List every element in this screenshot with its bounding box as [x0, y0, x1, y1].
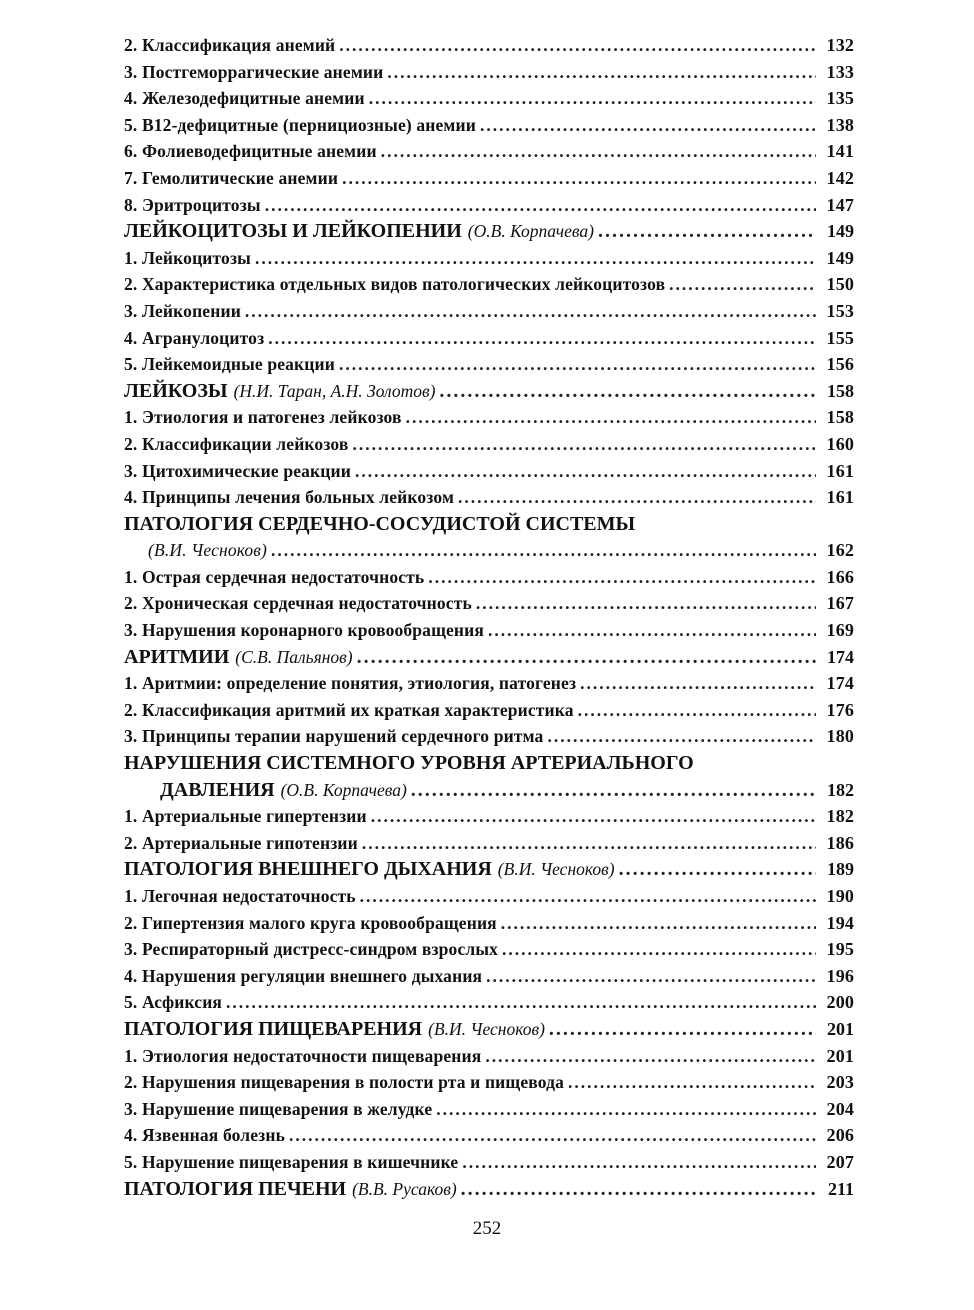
toc-entry: [124, 351, 854, 378]
toc-entry-title: 2. Артериальные гипотензии: [124, 832, 358, 853]
toc-entry-page: 176: [826, 699, 854, 720]
dot-leader: [547, 723, 816, 750]
toc-entry: [124, 963, 854, 990]
toc-entry-title: 1. Этиология недостаточности пищеварения: [124, 1045, 482, 1066]
toc-section-entry: [124, 644, 854, 671]
dot-leader: [462, 1149, 816, 1176]
toc-entry: [124, 458, 854, 485]
toc-entry: [124, 590, 854, 617]
toc-entry-page: 180: [826, 726, 854, 747]
toc-entry-page: 201: [826, 1045, 854, 1066]
toc-entry: [124, 723, 854, 750]
dot-leader: [439, 378, 816, 405]
dot-leader: [406, 404, 816, 431]
toc-entry-title: ПАТОЛОГИЯ ПИЩЕВАРЕНИЯ: [124, 1017, 423, 1040]
toc-entry-title: 3. Респираторный дистресс-синдром взрослых: [124, 939, 499, 960]
toc-section-entry: [124, 218, 854, 245]
toc-entry-title: 2. Гипертензия малого круга кровообращения: [124, 912, 497, 933]
toc-entry-author: (О.В. Корпачева): [467, 221, 594, 242]
toc-entry-page: 204: [826, 1098, 854, 1119]
dot-leader: [255, 245, 816, 272]
toc-entry-title: 4. Нарушения регуляции внешнего дыхания: [124, 965, 483, 986]
toc-entry-title: 3. Лейкопении: [124, 300, 241, 321]
page-number: 252: [472, 1218, 502, 1239]
toc-entry-title: 2. Нарушения пищеварения в полости рта и пищевода: [124, 1072, 565, 1093]
toc-entry: [124, 883, 854, 910]
toc-entry: [124, 803, 854, 830]
dot-leader: [598, 218, 816, 245]
table-of-contents: [124, 32, 854, 1202]
toc-entry-page: 161: [826, 460, 854, 481]
toc-entry: [124, 1149, 854, 1176]
dot-leader: [480, 112, 816, 139]
toc-entry-page: 138: [826, 114, 854, 135]
toc-entry: [124, 1122, 854, 1149]
toc-entry: [124, 298, 854, 325]
toc-entry-page: 186: [826, 832, 854, 853]
toc-entry-page: 147: [826, 194, 854, 215]
toc-entry-page: 162: [826, 540, 854, 561]
toc-entry: [124, 245, 854, 272]
toc-entry-page: 166: [826, 566, 854, 587]
toc-entry-title: 7. Гемолитические анемии: [124, 167, 339, 188]
toc-section-entry: [124, 1176, 854, 1203]
dot-leader: [578, 697, 816, 724]
toc-entry-page: 132: [826, 35, 854, 55]
toc-entry-title: 5. Асфиксия: [124, 992, 223, 1013]
toc-entry-title: 1. Легочная недостаточность: [124, 886, 356, 906]
dot-leader: [381, 138, 816, 165]
toc-entry-page: 158: [827, 380, 854, 401]
toc-entry-title: 3. Принципы терапии нарушений сердечного ритма: [124, 726, 544, 747]
toc-entry-page: 206: [826, 1125, 854, 1146]
dot-leader: [352, 431, 816, 458]
dot-leader: [476, 590, 816, 617]
toc-entry-title: 5. Нарушение пищеварения в кишечнике: [124, 1151, 459, 1172]
toc-entry-page: 158: [826, 407, 854, 428]
toc-entry-title: 4. Железодефицитные анемии: [124, 88, 365, 109]
dot-leader: [387, 59, 816, 86]
toc-entry: [124, 617, 854, 644]
toc-entry-page: 207: [826, 1151, 854, 1172]
toc-entry-title: 2. Характеристика отдельных видов патологических лейкоцитозов: [124, 274, 666, 295]
toc-entry-page: 169: [826, 620, 854, 641]
toc-entry: [124, 325, 854, 352]
toc-entry: [124, 484, 854, 511]
toc-entry: [124, 564, 854, 591]
toc-entry-title: 2. Классификация анемий: [124, 35, 336, 55]
dot-leader: [371, 803, 816, 830]
toc-entry: [124, 1096, 854, 1123]
dot-leader: [369, 85, 816, 112]
dot-leader: [502, 936, 816, 963]
dot-leader: [568, 1069, 816, 1096]
toc-entry-author: (В.И. Чесноков): [497, 859, 615, 880]
toc-entry-title: 1. Острая сердечная недостаточность: [124, 566, 425, 587]
toc-entry: [124, 989, 854, 1016]
toc-entry-page: 189: [827, 859, 854, 880]
toc-section-entry: [124, 1016, 854, 1043]
toc-entry-title: 3. Нарушения коронарного кровообращения: [124, 620, 485, 641]
toc-entry-page: 190: [826, 886, 854, 906]
dot-leader: [339, 351, 816, 378]
toc-entry-page: 167: [826, 593, 854, 614]
toc-entry: [124, 1043, 854, 1070]
toc-entry-title: 3. Цитохимические реакции: [124, 460, 351, 481]
toc-entry-title: АРИТМИИ: [124, 645, 230, 668]
dot-leader: [458, 484, 816, 511]
toc-entry: [124, 165, 854, 192]
toc-entry-title: 1. Этиология и патогенез лейкозов: [124, 407, 402, 428]
dot-leader: [461, 1176, 816, 1203]
toc-entry: [124, 830, 854, 857]
toc-entry-title: ПАТОЛОГИЯ ПЕЧЕНИ: [124, 1177, 347, 1200]
toc-entry-title: 4. Агранулоцитоз: [124, 327, 265, 348]
toc-entry-title: 6. Фолиеводефицитные анемии: [124, 141, 377, 162]
toc-entry-page: 160: [826, 433, 854, 454]
toc-entry-page: 161: [826, 487, 854, 508]
toc-entry-page: 141: [826, 141, 854, 162]
dot-leader: [619, 856, 816, 883]
toc-entry-page: 135: [826, 88, 854, 109]
toc-entry-title: ПАТОЛОГИЯ ВНЕШНЕГО ДЫХАНИЯ: [124, 858, 492, 881]
dot-leader: [355, 458, 816, 485]
toc-entry-title: 8. Эритроцитозы: [124, 194, 261, 215]
toc-section-entry: [124, 777, 854, 804]
toc-entry-title: ЛЕЙКОЦИТОЗЫ И ЛЕЙКОПЕНИИ: [124, 220, 462, 243]
dot-leader: [245, 298, 816, 325]
toc-section-entry: [124, 750, 854, 777]
toc-entry-page: 156: [826, 354, 854, 375]
dot-leader: [580, 670, 816, 697]
toc-entry-title: 2. Хроническая сердечная недостаточность: [124, 593, 472, 614]
toc-entry-author: (Н.И. Таран, А.Н. Золотов): [233, 380, 436, 401]
toc-entry-page: 174: [827, 646, 854, 667]
dot-leader: [357, 644, 816, 671]
dot-leader: [669, 271, 816, 298]
toc-entry: [124, 1069, 854, 1096]
toc-entry-author: (О.В. Корпачева): [280, 779, 407, 800]
toc-entry: [124, 32, 854, 59]
toc-entry-page: 150: [826, 274, 854, 295]
toc-entry: [124, 85, 854, 112]
dot-leader: [549, 1016, 816, 1043]
toc-entry-page: 142: [826, 167, 854, 188]
toc-entry-title: 2. Классификация аритмий их краткая характеристика: [124, 699, 574, 720]
toc-entry: [124, 697, 854, 724]
dot-leader: [268, 325, 816, 352]
toc-entry-page: 200: [826, 992, 854, 1013]
toc-entry-title: 2. Классификации лейкозов: [124, 433, 349, 454]
toc-entry-title: 4. Язвенная болезнь: [124, 1125, 285, 1146]
toc-entry-page: 182: [827, 779, 854, 800]
toc-entry-title: 4. Принципы лечения больных лейкозом: [124, 487, 455, 508]
toc-section-entry: [124, 378, 854, 405]
toc-entry-title: 3. Нарушение пищеварения в желудке: [124, 1098, 433, 1119]
toc-entry-title: 5. Лейкемоидные реакции: [124, 354, 335, 375]
toc-entry-page: 149: [827, 221, 854, 242]
dot-leader: [226, 989, 816, 1016]
toc-entry-title: 1. Артериальные гипертензии: [124, 806, 367, 827]
dot-leader: [362, 830, 816, 857]
dot-leader: [265, 192, 816, 219]
toc-entry-title: 1. Аритмии: определение понятия, этиология, патогенез: [124, 673, 577, 694]
toc-entry-page: 211: [827, 1178, 854, 1199]
dot-leader: [486, 963, 816, 990]
toc-entry-page: 203: [826, 1072, 854, 1093]
toc-entry-page: 194: [826, 912, 854, 933]
toc-entry: [124, 271, 854, 298]
dot-leader: [411, 777, 816, 804]
toc-section-entry: [124, 511, 854, 538]
toc-entry-page: 201: [827, 1018, 854, 1039]
toc-entry-page: 149: [826, 247, 854, 268]
toc-entry: [124, 910, 854, 937]
dot-leader: [501, 910, 816, 937]
toc-entry-page: 174: [826, 673, 854, 694]
dot-leader: [289, 1122, 816, 1149]
toc-entry: [124, 431, 854, 458]
toc-entry-page: 153: [826, 300, 854, 321]
toc-entry-author: (В.В. Русаков): [352, 1178, 457, 1199]
dot-leader: [339, 32, 816, 59]
toc-entry-page: 196: [826, 965, 854, 986]
dot-leader: [342, 165, 816, 192]
dot-leader: [485, 1043, 816, 1070]
toc-entry-page: 133: [826, 61, 854, 82]
toc-entry-title: НАРУШЕНИЯ СИСТЕМНОГО УРОВНЯ АРТЕРИАЛЬНОГО: [124, 752, 694, 775]
toc-entry: [124, 59, 854, 86]
toc-entry-author: (С.В. Пальянов): [235, 646, 353, 667]
dot-leader: [488, 617, 816, 644]
toc-entry: [124, 192, 854, 219]
toc-entry: [124, 138, 854, 165]
dot-leader: [271, 537, 816, 564]
dot-leader: [428, 564, 816, 591]
toc-entry-title: 5. В12-дефицитные (пернициозные) анемии: [124, 114, 476, 135]
toc-entry-title: 3. Постгеморрагические анемии: [124, 61, 384, 82]
toc-entry-author: (В.И. Чесноков): [428, 1018, 545, 1039]
toc-entry-title: ЛЕЙКОЗЫ: [124, 379, 228, 402]
toc-entry: [124, 936, 854, 963]
dot-leader: [436, 1096, 816, 1123]
toc-entry-page: 182: [826, 806, 854, 827]
toc-entry-title: 1. Лейкоцитозы: [124, 247, 251, 268]
toc-entry: [124, 112, 854, 139]
toc-entry: [124, 670, 854, 697]
toc-entry-title: ДАВЛЕНИЯ: [160, 778, 275, 801]
toc-entry-author: (В.И. Чесноков): [148, 540, 268, 561]
toc-entry-page: 155: [826, 327, 854, 348]
toc-entry-title: ПАТОЛОГИЯ СЕРДЕЧНО-СОСУДИСТОЙ СИСТЕМЫ: [124, 512, 636, 535]
toc-entry-page: 195: [826, 939, 854, 960]
toc-entry: [124, 404, 854, 431]
dot-leader: [360, 883, 816, 910]
toc-section-entry: [124, 856, 854, 883]
toc-entry: [124, 537, 854, 564]
